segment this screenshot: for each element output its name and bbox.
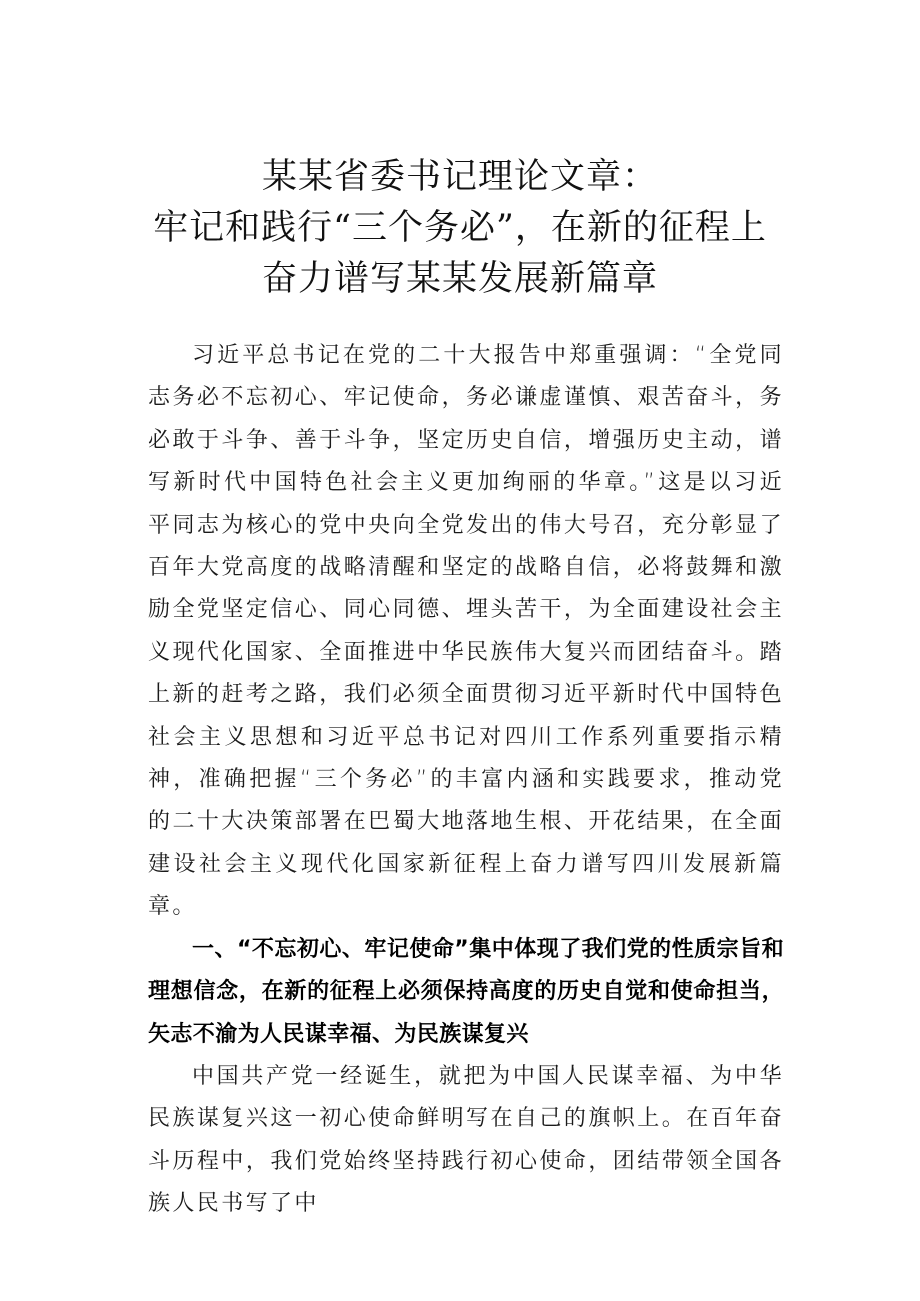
article-title (60, 152, 860, 305)
article-body (148, 335, 784, 1226)
section-1-paragraph: 中国共产党一经诞生，就把为中国人民谋幸福、为中华民族谋复兴这一初心使命鲜明写在自己的旗帜上。在百年奋斗历程中，我们党始终坚持践行初心使命，团结带领全国各族人民书写了中 (148, 1063, 784, 1217)
title-line-1: 某某省委书记理论文章： (261, 157, 658, 197)
section-heading-1: 一、“不忘初心、牢记使命”集中体现了我们党的性质宗旨和理想信念，在新的征程上必须保持高度的历史自觉和使命担当，矢志不渝为人民谋幸福、为民族谋复兴 (148, 936, 784, 1047)
title-line-3: 奋力谱写某某发展新篇章 (261, 259, 658, 299)
title-line-2: 牢记和践行“三个务必”，在新的征程上 (153, 208, 767, 248)
intro-paragraph: 习近平总书记在党的二十大报告中郑重强调：“全党同志务必不忘初心、牢记使命，务必谦虚谨慎、艰苦奋斗，务必敢于斗争、善于斗争，坚定历史自信，增强历史主动，谱写新时代中国特色社会主义更加绚丽的华章。”这是以习近平同志为核心的党中央向全党发出的伟大号召，充分彰显了百年大党高度的战略清醒和坚定的战略自信，必将鼓舞和激励全党坚定信心、同心同德、埋头苦干，为全面建设社会主义现代化国家、全面推进中华民族伟大复兴而团结奋斗。踏上新的赶考之路，我们必须全面贯彻习近平新时代中国特色社会主义思想和习近平总书记对四川工作系列重要指示精神，准确把握“三个务必”的丰富内涵和实践要求，推动党的二十大决策部署在巴蜀大地落地生根、开花结果，在全面建设社会主义现代化国家新征程上奋力谱写四川发展新篇章。 (148, 343, 784, 920)
